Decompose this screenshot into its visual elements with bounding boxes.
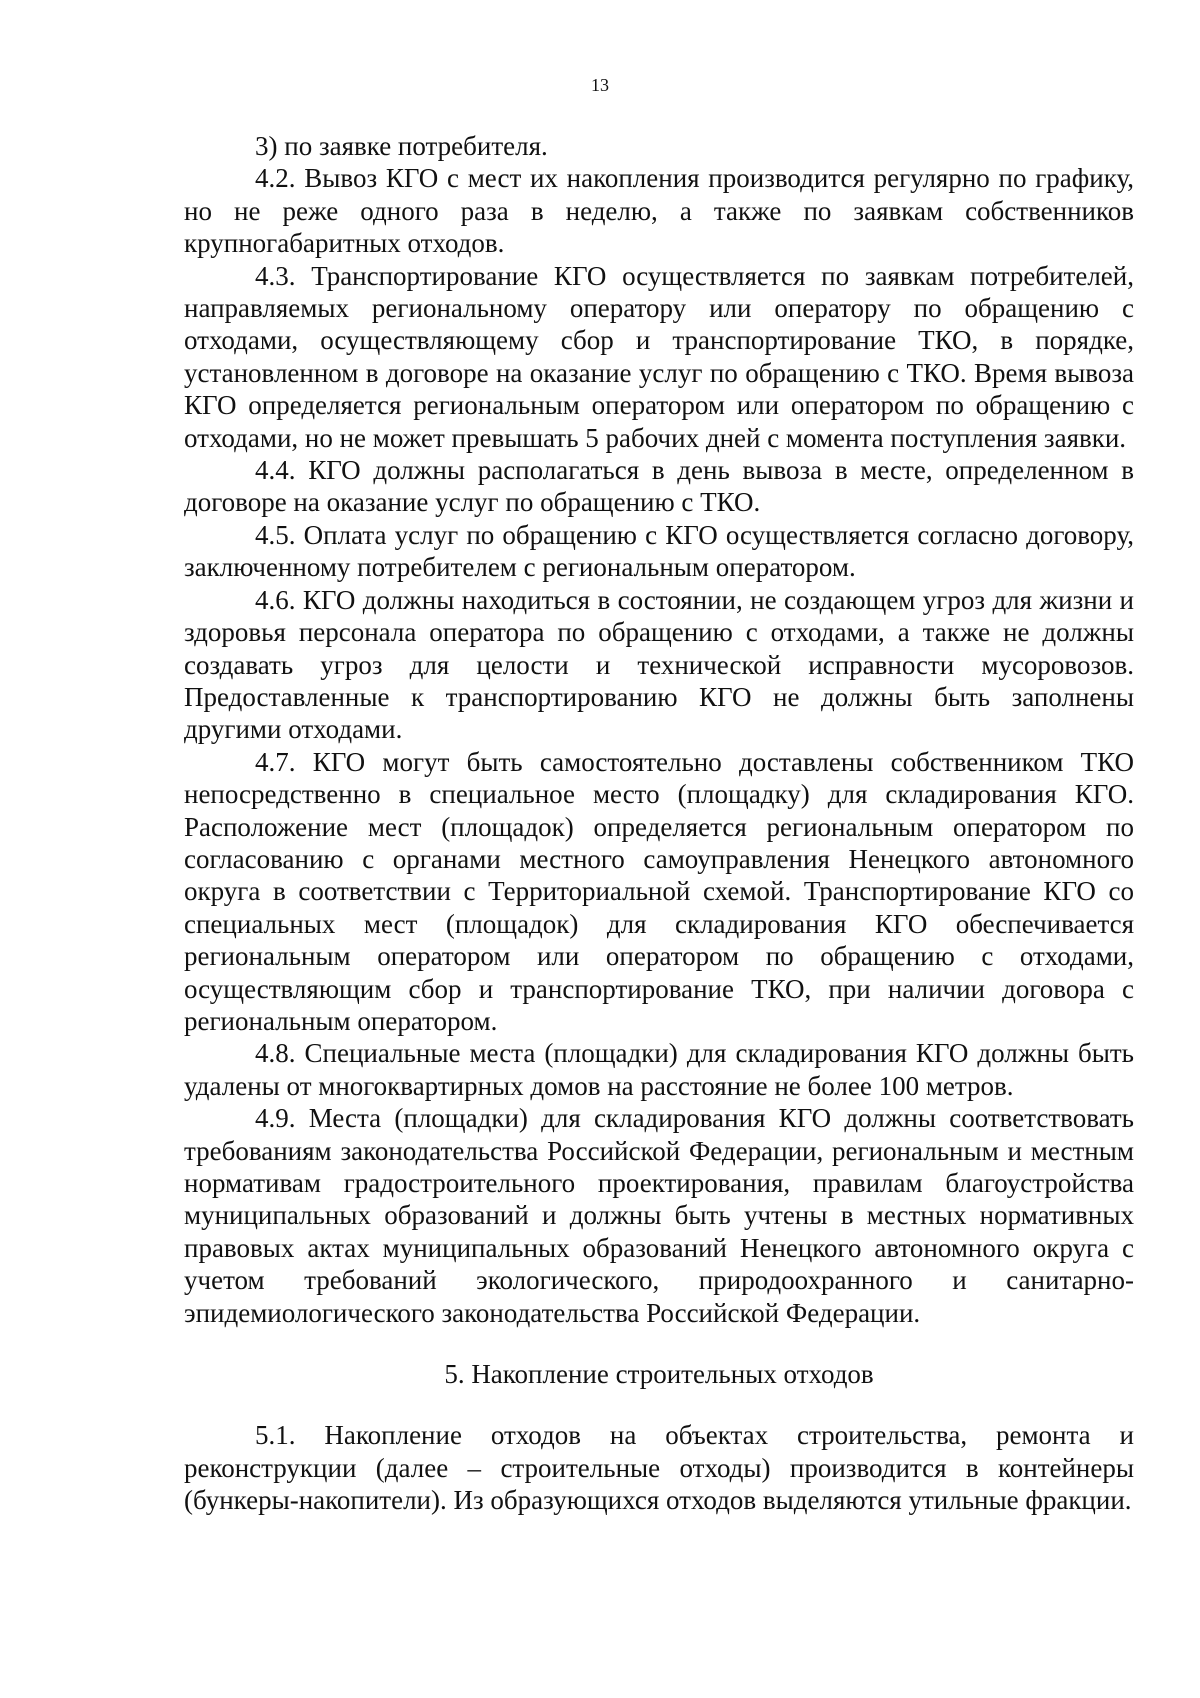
paragraph-4-8: 4.8. Специальные места (площадки) для складирования КГО должны быть удалены от многоквартирных домов на расстояние не более 100 метров. [184, 1038, 1134, 1101]
paragraph-5-1: 5.1. Накопление отходов на объектах строительства, ремонта и реконструкции (далее – строительные отходы) производится в контейнеры (бункеры-накопители). Из образующихся отходов выделяются утильные фракции. [184, 1420, 1134, 1516]
section-5-heading: 5. Накопление строительных отходов [444, 1359, 874, 1390]
page-number: 13 [591, 75, 609, 95]
paragraph-4-7: 4.7. КГО могут быть самостоятельно доставлены собственником ТКО непосредственно в специальное место (площадку) для складирования КГО. Расположение мест (площадок) определяется региональным оператором по согласованию с органами местного самоуправления Ненецкого автономного округа в соответствии с Территориальной схемой. Транспортирование КГО со специальных мест (площадок) для складирования КГО обеспечивается региональным оператором или оператором по обращению с отходами, осуществляющим сбор и транспортирование ТКО, при наличии договора с региональным оператором. [184, 746, 1134, 1036]
paragraph-4-6: 4.6. КГО должны находиться в состоянии, не создающем угроз для жизни и здоровья персонала оператора по обращению с отходами, а также не должны создавать угроз для целости и технической исправности мусоровозов. Предоставленные к транспортированию КГО не должны быть заполнены другими отходами. [184, 584, 1134, 745]
paragraph-4-3: 4.3. Транспортирование КГО осуществляется по заявкам потребителей, направляемых региональному оператору или оператору по обращению с отходами, осуществляющему сбор и транспортирование ТКО, в порядке, установленном в договоре на оказание услуг по обращению с ТКО. Время вывоза КГО определяется региональным оператором или оператором по обращению с отходами, но не может превышать 5 рабочих дней с момента поступления заявки. [184, 260, 1134, 453]
paragraph-4-2: 4.2. Вывоз КГО с мест их накопления производится регулярно по графику, но не реже одного раза в неделю, а также по заявкам собственников крупногабаритных отходов. [184, 163, 1134, 259]
paragraph-4-9: 4.9. Места (площадки) для складирования КГО должны соответствовать требованиям законодательства Российской Федерации, региональным и местным нормативам градостроительного проектирования, правилам благоустройства муниципальных образований и должны быть учтены в местных нормативных правовых актах муниципальных образований Ненецкого автономного округа с учетом требований экологического, природоохранного и санитарно-эпидемиологического законодательства Российской Федерации. [184, 1103, 1134, 1328]
paragraph-4-1-item-3: 3) по заявке потребителя. [255, 131, 548, 161]
document-body [184, 130, 1134, 1517]
paragraph-4-5: 4.5. Оплата услуг по обращению с КГО осуществляется согласно договору, заключенному потребителем с региональным оператором. [184, 519, 1134, 583]
paragraph-4-4: 4.4. КГО должны располагаться в день вывоза в месте, определенном в договоре на оказание услуг по обращению с ТКО. [184, 455, 1134, 518]
